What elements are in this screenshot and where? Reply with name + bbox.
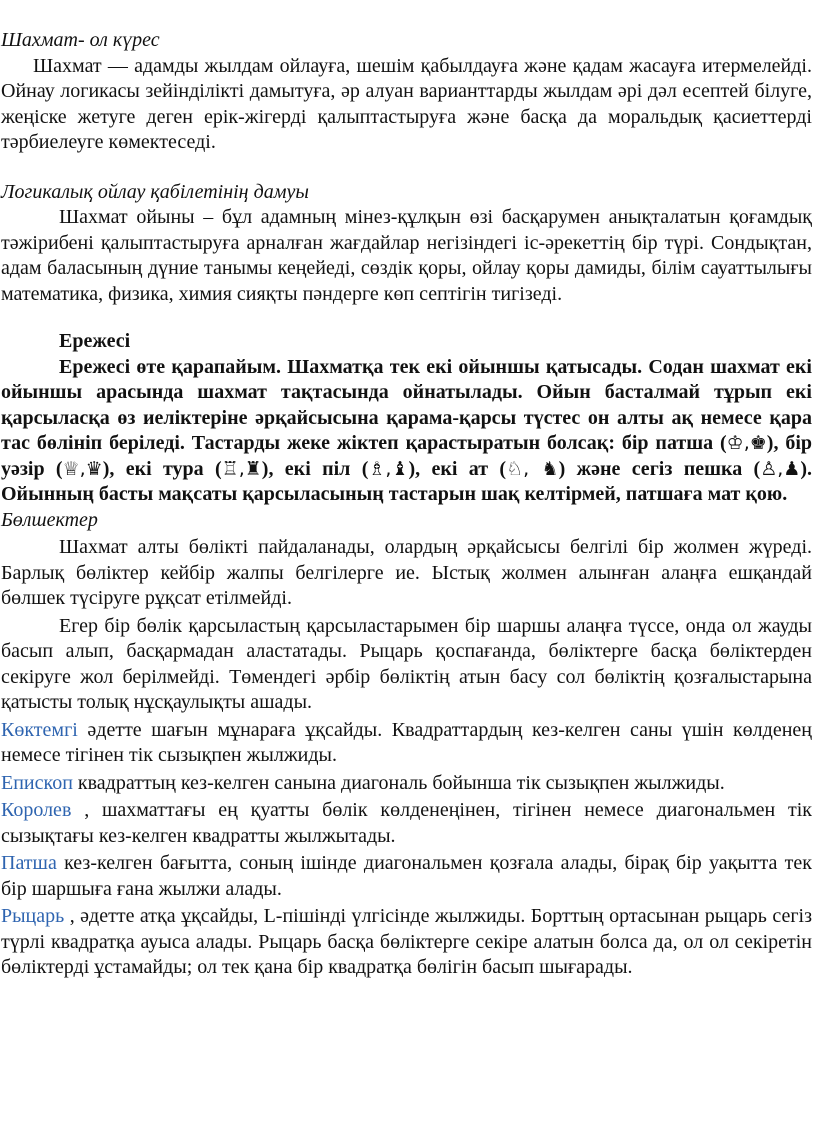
knight-icon: ♘, ♞ xyxy=(506,457,559,480)
rook-icon: ♖,♜ xyxy=(221,457,262,480)
bishop-description: квадраттың кез-келген санына диагональ бойынша тік сызықпен жылжиды. xyxy=(72,771,725,794)
rook-link[interactable]: Көктемгі xyxy=(1,718,78,741)
queen-link[interactable]: Королев xyxy=(1,799,72,821)
queen-icon: ♕,♛ xyxy=(62,457,103,480)
bishop-link[interactable]: Епископ xyxy=(1,771,73,794)
bishop-icon: ♗,♝ xyxy=(368,457,409,480)
king-link[interactable]: Патша xyxy=(1,852,57,874)
section-title-chess-struggle: Шахмат- ол күрес xyxy=(1,29,160,51)
paragraph-pieces-2: Егер бір бөлік қарсыластың қарсыластарымен бір шаршы алаңға түссе, онда ол жауды басып алып, басқармадан аластатады. Рыцарь қоспағанда, бөліктерге басқа бөліктерден секіруге жол берілмейді. Төмендегі әрбір бөліктің атын басу сол бөліктің қозғалыстарына қатысты толық нұсқаулықты ашады. xyxy=(1,614,812,713)
rules-outro-text: ). Ойынның басты мақсаты қарсыласының тастарын шақ келтірмей, патшаға мат қою. xyxy=(1,457,812,505)
rules-king-text: патша ( xyxy=(655,432,727,454)
rules-queen-text: ), бір уәзір ( xyxy=(1,432,812,480)
rook-description: әдетте шағын мұнараға ұқсайды. Квадраттардың кез-келген саны үшін көлденең немесе тігінен тік сызықпен жылжиды. xyxy=(1,718,812,766)
rules-intro-text: Ережесі өте қарапайым. Шахматқа тек екі ойыншы қатысады. Содан шахмат екі ойыншы арасында шахмат тақтасында ойнатылады. Ойын басталмай тұрып екі қарсыласқа өз иеліктеріне әрқайсысына қарама-қарсы түстес он алты ақ немесе қара тас бөлініп беріледі. Тастарды жеке жіктеп қарастыратын болсақ: бір xyxy=(1,355,812,454)
section-title-pieces: Бөлшектер xyxy=(1,508,98,531)
paragraph-rules xyxy=(1,355,812,508)
rules-pawn-text: ) және сегіз пешка ( xyxy=(558,457,761,480)
knight-description: , әдетте атқа ұқсайды, L-пішінді үлгісінде жылжиды. Борттың ортасынан рыцарь сегіз түрлі квадратқа ауыса алады. Рыцарь басқа бөліктерге секіре алатын болса да, ол ол секіретін бөліктерді ұстамайды; ол тек қана бір квадратқа бөлігін басып шығарады. xyxy=(1,905,812,978)
paragraph-logic: Шахмат ойыны – бұл адамның мінез-құлқын өзі басқарумен анықталатын қоғамдық тәжірибені қалыптастыруға арналған жағдайлар негізіндегі іс-әрекеттің бір түрі. Сондықтан, адам баласының дүние танымы кеңейеді, сөздік қоры, ойлау қоры дамиды, білім сауаттылығы математика, физика, химия сияқты пәндерге көп септігін тигізеді. xyxy=(1,206,812,305)
king-icon: ♔,♚ xyxy=(726,432,767,454)
paragraph-queen xyxy=(1,798,812,849)
paragraph-king xyxy=(1,851,812,902)
section-title-logic: Логикалық ойлау қабілетінің дамуы xyxy=(1,180,309,203)
rules-knight-text: ), екі ат ( xyxy=(408,457,507,480)
paragraph-chess-intro: Шахмат — адамды жылдам ойлауға, шешім қабылдауға және қадам жасауға итермелейді. Ойнау логикасы зейінділікті дамытуға, әр алуан варианттарды жылдам әрі дәл есептей білуге, жеңіске жетуге деген ерік-жігерді қалыптастыруға және басқа да моральдық қасиеттерді тәрбиелеуге көмектеседі. xyxy=(1,54,812,153)
king-description: кез-келген бағытта, соның ішінде диагональмен қозғала алады, бірақ бір уақытта тек бір шаршыға ғана жылжи алады. xyxy=(1,852,812,900)
rules-rook-text: ), екі тура ( xyxy=(102,457,222,480)
paragraph-bishop xyxy=(1,771,812,797)
paragraph-pieces-1: Шахмат алты бөлікті пайдаланады, олардың әрқайсысы белгілі бір жолмен жүреді. Барлық бөліктер кейбір жалпы белгілерге ие. Ыстық жолмен алынған алаңға ешқандай бөлшек түсіруге рұқсат етілмейді. xyxy=(1,536,812,609)
paragraph-knight xyxy=(1,904,812,981)
section-title-rules: Ережесі xyxy=(59,330,131,352)
paragraph-rook xyxy=(1,718,812,769)
knight-link[interactable]: Рыцарь xyxy=(1,905,65,927)
queen-description: , шахматтағы ең қуатты бөлік көлденеңінен, тігінен немесе диагональмен тік сызықтағы кез-келген квадратты жылжытады. xyxy=(1,799,812,847)
rules-bishop-text: ), екі піл ( xyxy=(261,457,369,480)
pawn-icon: ♙,♟ xyxy=(760,457,801,480)
